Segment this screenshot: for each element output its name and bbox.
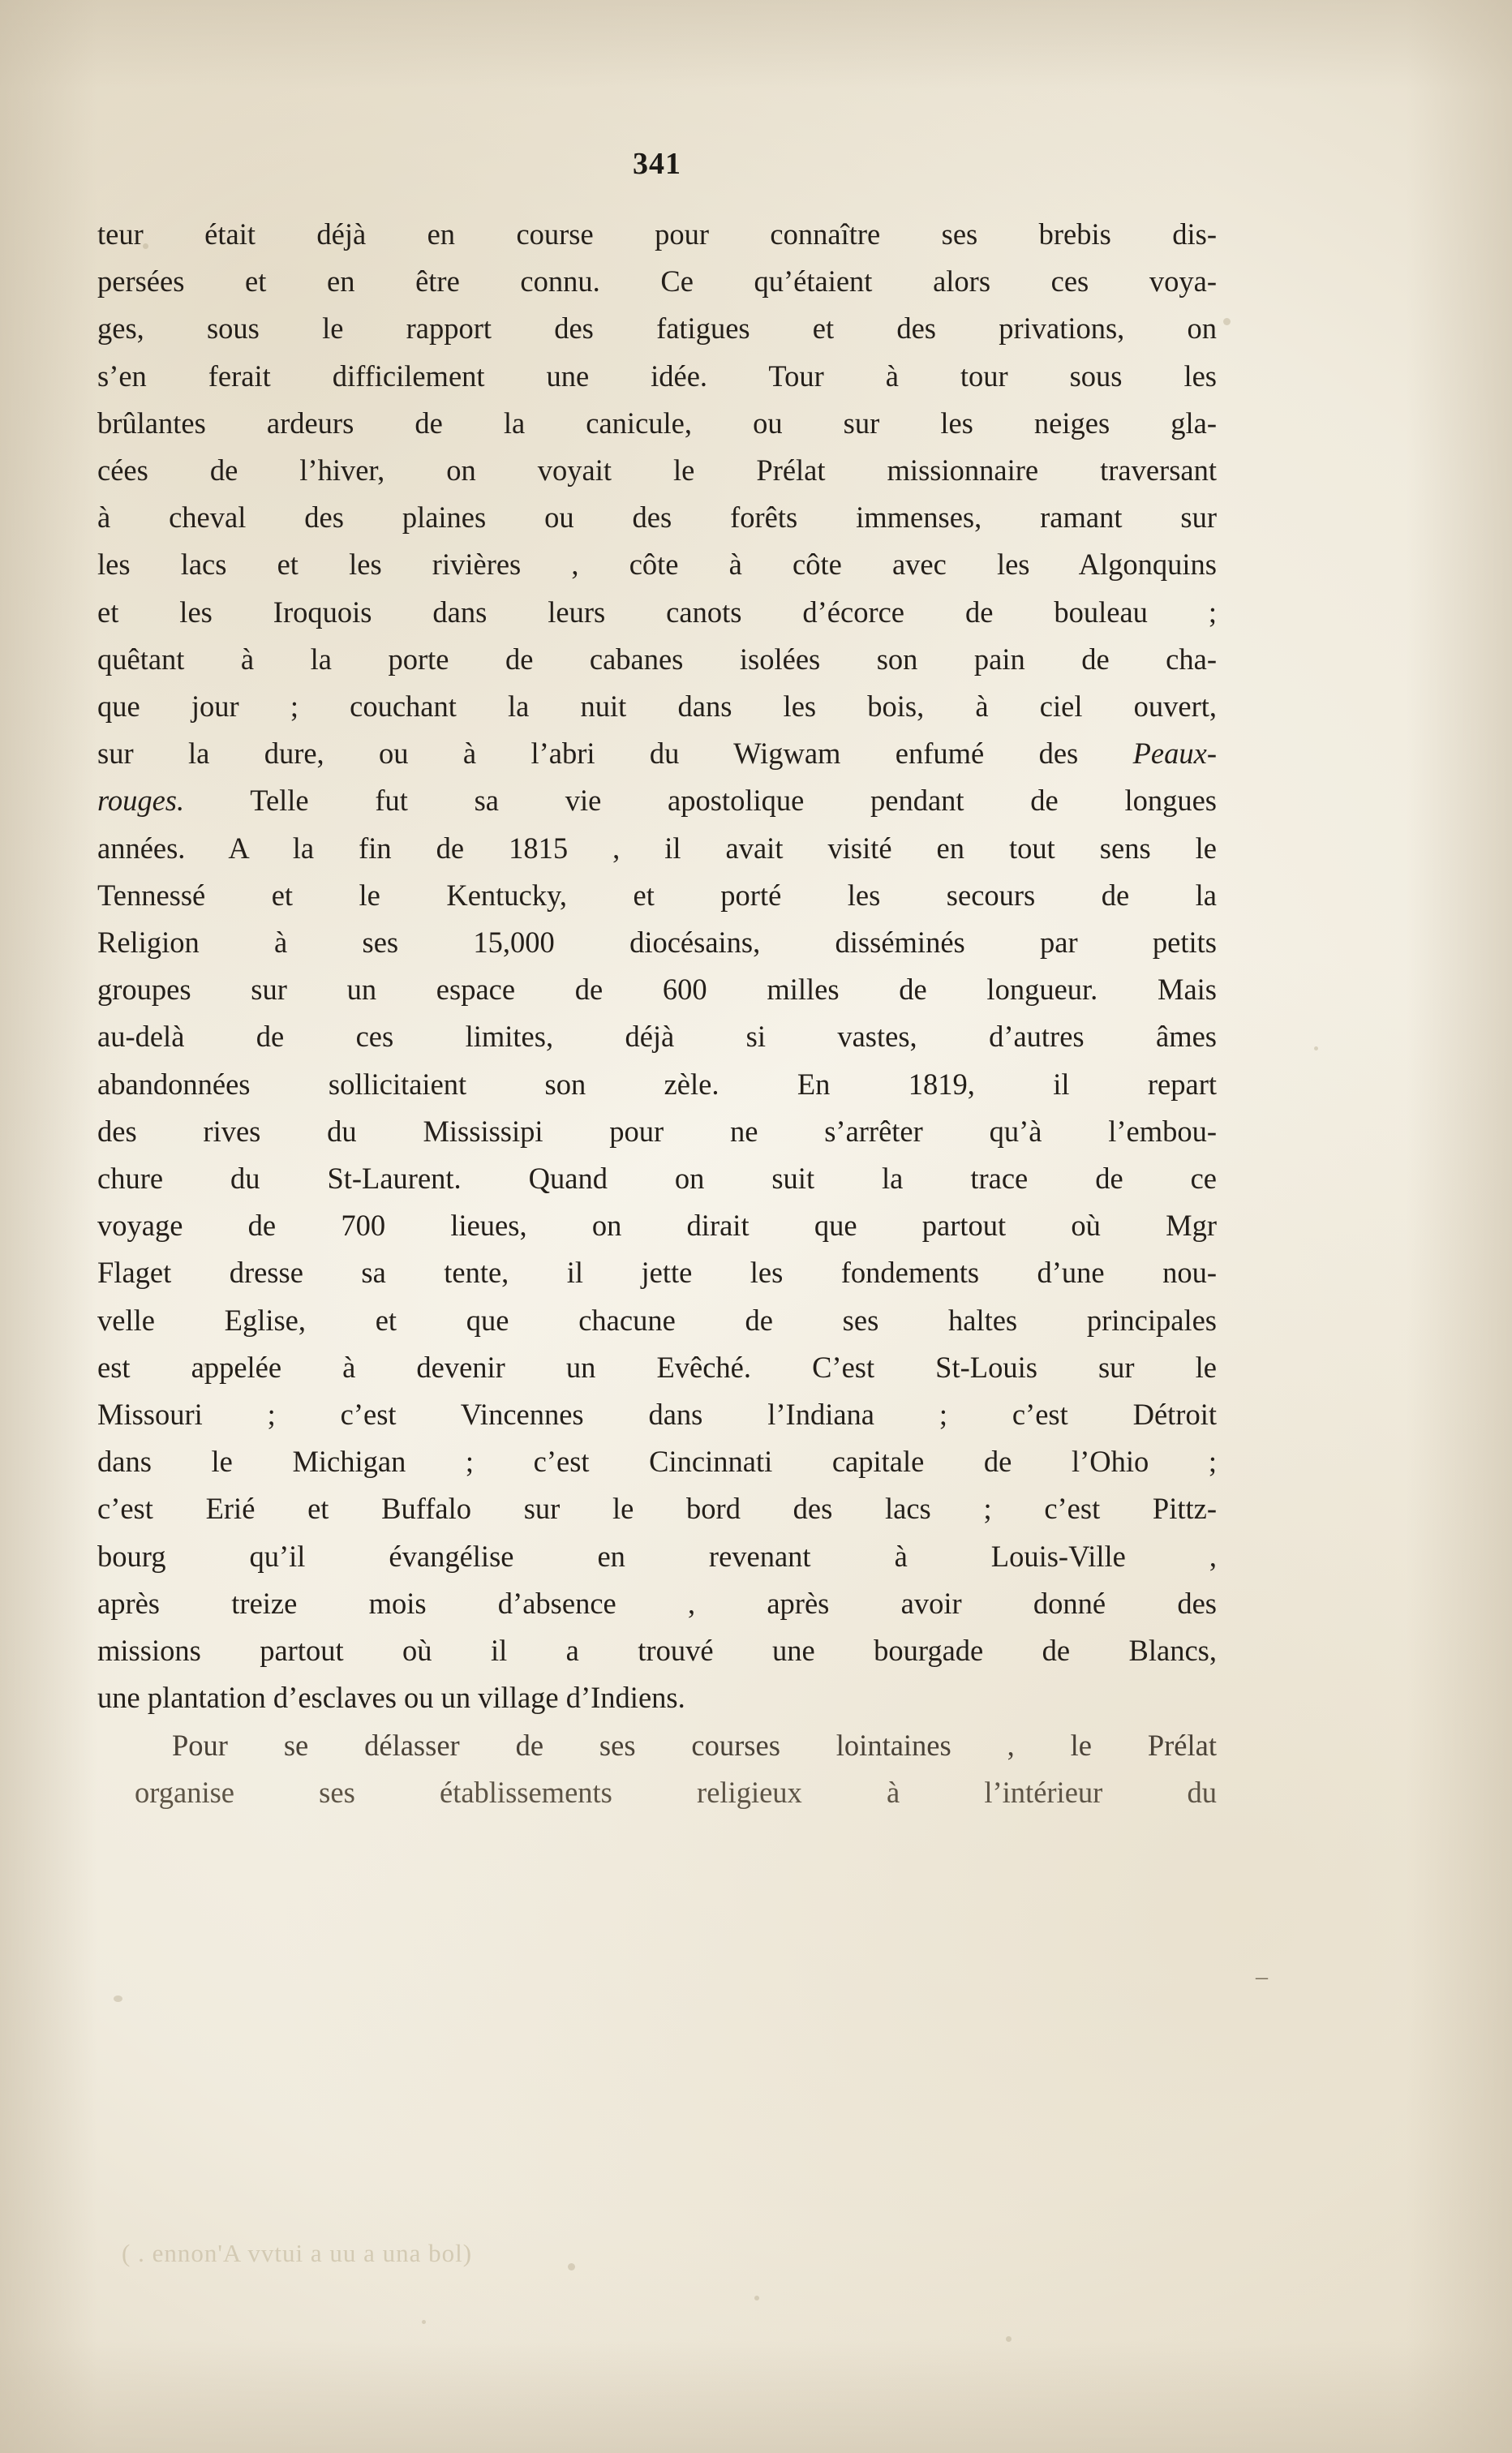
paper-speck [114, 1995, 122, 2002]
text-line: teur était déjà en course pour connaître ses brebis dis- [97, 217, 1217, 251]
text-line: bourg qu’il évangélise en revenant à Louis-Ville , [97, 1539, 1217, 1573]
text-line: est appelée à devenir un Evêché. C’est St-Louis sur le [97, 1350, 1217, 1384]
text-line: à cheval des plaines ou des forêts immenses, ramant sur [97, 500, 1217, 535]
text-line: quêtant à la porte de cabanes isolées son pain de cha- [97, 642, 1217, 676]
text-line: abandonnées sollicitaient son zèle. En 1819, il repart [97, 1067, 1217, 1101]
text-line: au-delà de ces limites, déjà si vastes, d’autres âmes [97, 1020, 1217, 1054]
text-line: cées de l’hiver, on voyait le Prélat missionnaire traversant [97, 453, 1217, 488]
paper-speck [1314, 1046, 1318, 1050]
paper-edge-shading-left [0, 0, 97, 2453]
text-line: groupes sur un espace de 600 milles de longueur. Mais [97, 973, 1217, 1007]
paper-edge-shading-bottom [0, 2339, 1512, 2453]
paragraph-one [97, 211, 1217, 1722]
text-line: les lacs et les rivières , côte à côte avec les Algonquins [97, 548, 1217, 582]
paper-speck [422, 2320, 426, 2324]
page-number: 341 [633, 147, 681, 181]
text-line: Missouri ; c’est Vincennes dans l’Indiana ; c’est Détroit [97, 1398, 1217, 1432]
text-line: années. A la fin de 1815 , il avait visité en tout sens le [97, 831, 1217, 865]
paper-speck [1006, 2336, 1012, 2342]
text-line [97, 1722, 1217, 1769]
text-fragment: sur la dure, ou à l’abri du Wigwam enfumé des [97, 737, 1133, 771]
show-through-text: ( . ennon'A vvtui a uu a una bol) [122, 2239, 473, 2267]
text-column [97, 146, 1217, 1816]
paper-edge-shading-right [1407, 0, 1512, 2453]
italic-term: Peaux- [1132, 737, 1217, 771]
text-line-with-italic [97, 777, 1217, 824]
text-line: persées et en être connu. Ce qu’étaient alors ces voya- [97, 264, 1217, 299]
text-line: et les Iroquois dans leurs canots d’écorce de bouleau ; [97, 595, 1217, 629]
text-line: des rives du Mississipi pour ne s’arrêter qu’à l’embou- [97, 1114, 1217, 1148]
text-line-with-italic [97, 730, 1217, 777]
paper-speck [754, 2296, 759, 2300]
text-line: organise ses établissements religieux à l’intérieur du [135, 1775, 1217, 1809]
margin-dash-mark: – [1256, 1963, 1268, 1990]
text-fragment: Pour se délasser de ses courses lointaines , le Prélat [172, 1728, 1217, 1762]
text-line: velle Eglise, et que chacune de ses haltes principales [97, 1303, 1217, 1337]
text-line: ges, sous le rapport des fatigues et des privations, on [97, 311, 1217, 346]
italic-term: rouges. [97, 784, 185, 818]
paper-speck [1223, 318, 1231, 325]
text-line: s’en ferait difficilement une idée. Tour à tour sous les [97, 359, 1217, 393]
text-line: missions partout où il a trouvé une bourgade de Blancs, [97, 1634, 1217, 1668]
text-line: que jour ; couchant la nuit dans les bois, à ciel ouvert, [97, 690, 1217, 724]
text-line: dans le Michigan ; c’est Cincinnati capitale de l’Ohio ; [97, 1445, 1217, 1479]
text-line: voyage de 700 lieues, on dirait que partout où Mgr [97, 1209, 1217, 1243]
text-line: Tennessé et le Kentucky, et porté les secours de la [97, 878, 1217, 912]
paragraph-two [97, 1722, 1217, 1816]
body-text [97, 211, 1217, 1816]
text-line: après treize mois d’absence , après avoir donné des [97, 1586, 1217, 1620]
text-line: Flaget dresse sa tente, il jette les fondements d’une nou- [97, 1256, 1217, 1290]
text-line: c’est Erié et Buffalo sur le bord des lacs ; c’est Pittz- [97, 1492, 1217, 1526]
paper-edge-shading-top [0, 0, 1512, 89]
text-line: Religion à ses 15,000 diocésains, disséminés par petits [97, 926, 1217, 960]
text-line: brûlantes ardeurs de la canicule, ou sur les neiges gla- [97, 406, 1217, 440]
text-line: une plantation d’esclaves ou un village d’Indiens. [97, 1681, 685, 1715]
text-line: chure du St-Laurent. Quand on suit la trace de ce [97, 1162, 1217, 1196]
text-fragment: Telle fut sa vie apostolique pendant de longues [184, 784, 1217, 818]
